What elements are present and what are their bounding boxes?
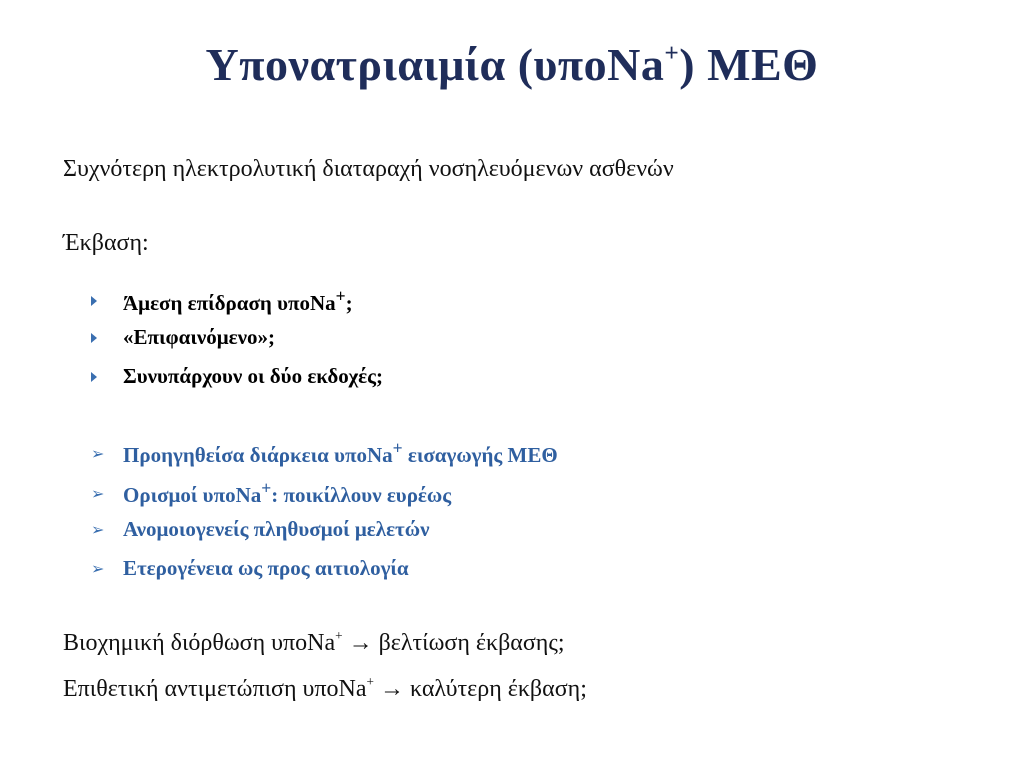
chevron-bullet-icon: ➢ [91, 483, 105, 503]
list-item: ➢ Ανομοιογενείς πληθυσμοί μελετών [91, 517, 430, 541]
list-item: ➢ Ετερογένεια ως προς αιτιολογία [91, 556, 409, 580]
statement-correction: Βιοχημική διόρθωση υποNa+ → βελτίωση έκβασης; [63, 628, 565, 656]
slide-title: Υπονατριαιμία (υποNa+) ΜΕΘ [205, 39, 819, 90]
statement-frequency: Συχνότερη ηλεκτρολυτική διαταραχή νοσηλευόμενων ασθενών [63, 156, 674, 182]
chevron-bullet-icon: ➢ [91, 520, 105, 539]
chevron-bullet-icon: ➢ [91, 443, 105, 463]
list-item: ➢ Ορισμοί υποNa+: ποικίλλουν ευρέως [91, 478, 452, 507]
triangle-bullet-icon [91, 372, 97, 382]
list-item: ➢ Προηγηθείσα διάρκεια υποNa+ εισαγωγής ΜΕΘ [91, 438, 558, 467]
list-item: Συνυπάρχουν οι δύο εκδοχές; [91, 364, 383, 389]
chevron-bullet-icon: ➢ [91, 559, 105, 578]
triangle-bullet-icon [91, 333, 97, 343]
statement-treatment: Επιθετική αντιμετώπιση υποNa+ → καλύτερη έκβαση; [63, 674, 587, 702]
outcome-heading: Έκβαση: [63, 230, 149, 256]
list-item: «Επιφαινόμενο»; [91, 325, 275, 350]
list-item: Άμεση επίδραση υποNa+; [91, 286, 353, 316]
triangle-bullet-icon [91, 296, 97, 306]
